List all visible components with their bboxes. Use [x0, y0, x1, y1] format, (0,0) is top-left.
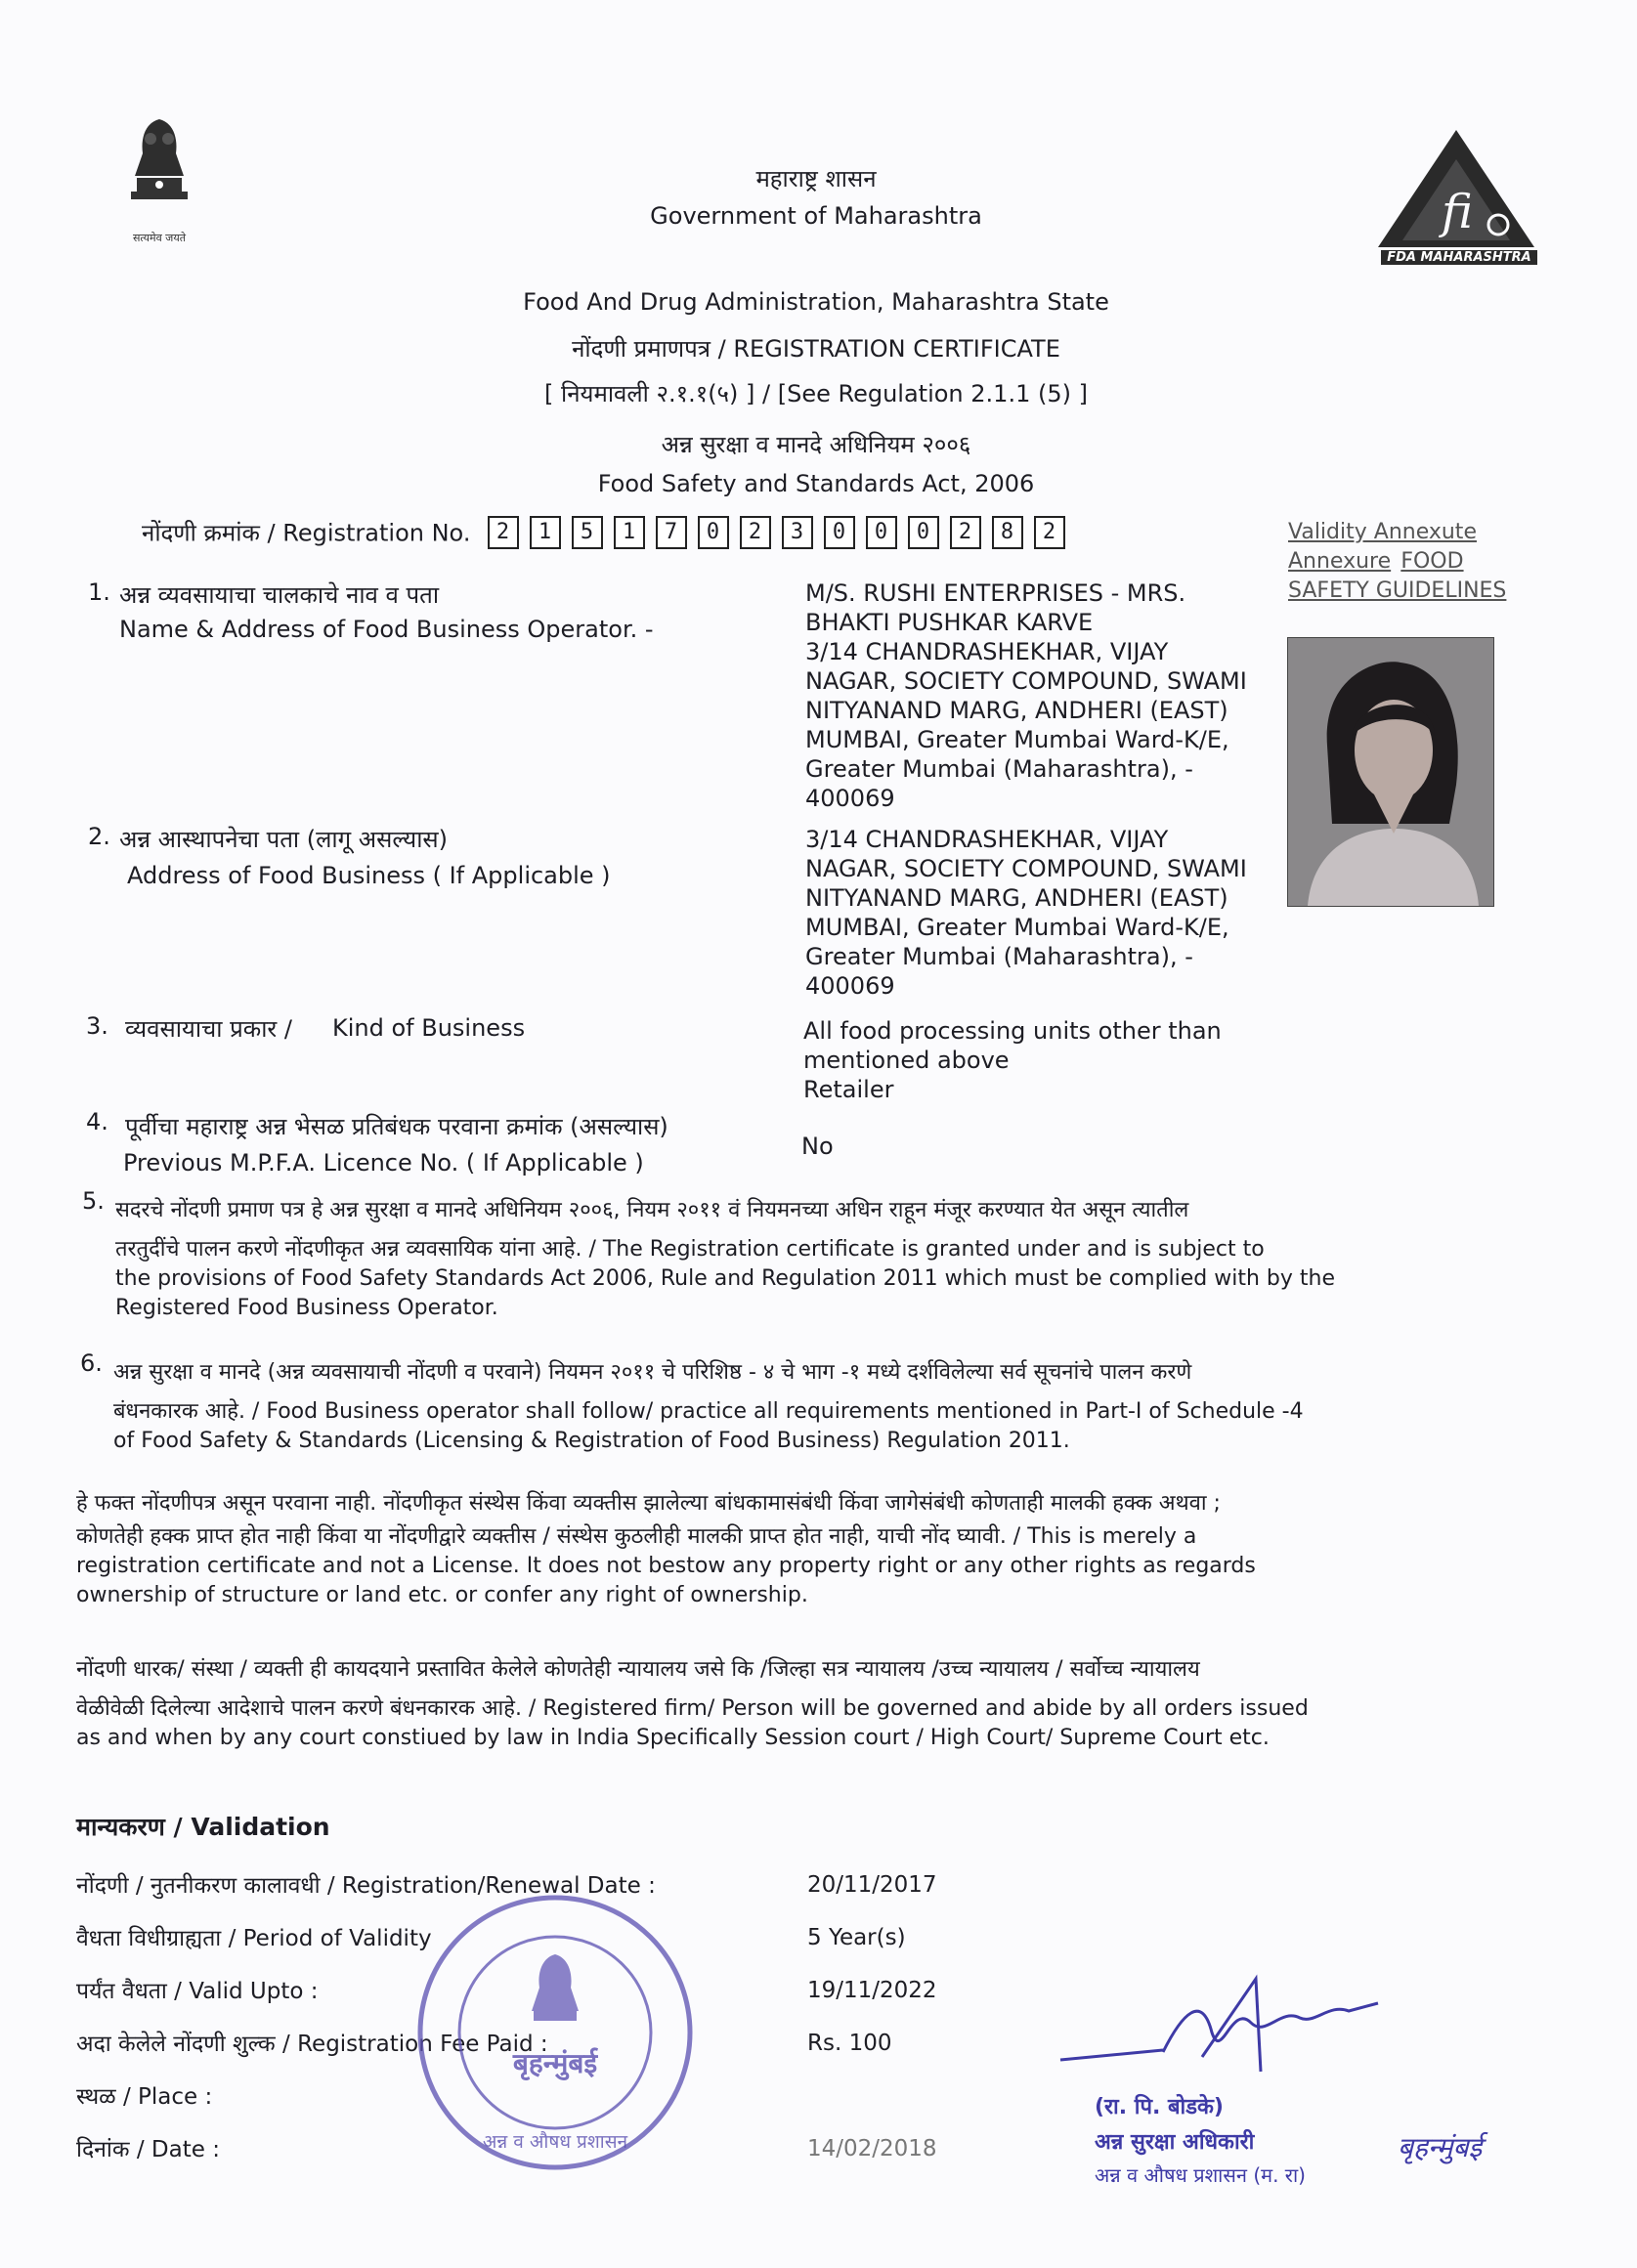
item-4-value: [801, 1132, 1280, 1161]
validation-value: Rs. 100: [807, 2031, 892, 2056]
item-2-number: 2.: [88, 823, 110, 850]
clause-6-number: 6.: [80, 1349, 103, 1377]
disclaimer-line-3: registration certificate and not a License. It does not bestow any property right or any other rights as regards: [76, 1554, 1256, 1578]
validation-value: 5 Year(s): [807, 1925, 906, 1950]
clause-6-line-2: बंधनकारक आहे. / Food Business operator shall follow/ practice all requirements mentioned in Part-I of Schedule -4: [113, 1399, 1304, 1424]
stamp-city: बृहन्मुंबई: [512, 2047, 598, 2079]
court-line-1: नोंदणी धारक/ संस्था / व्यक्ती ही कायदयाने प्रस्तावित केलेले कोणतेही न्यायालय जसे कि /जिल्हा सत्र न्यायालय /उच्च न्यायालय / सर्वोच्च न्यायालय: [76, 1657, 1200, 1682]
regulation-ref: [ नियमावली २.१.१(५) ] / [See Regulation 2.1.1 (5) ]: [544, 380, 1088, 407]
registration-digit: 1: [530, 516, 561, 549]
item-2-value: [805, 825, 1284, 1001]
handwritten-signature-icon: [1055, 1964, 1564, 2081]
gov-marathi: महाराष्ट्र शासन: [755, 165, 877, 193]
fda-triangle-icon: [1373, 125, 1539, 252]
act-english: Food Safety and Standards Act, 2006: [597, 470, 1035, 497]
registration-digit: 8: [992, 516, 1023, 549]
fda-logo-text: FDA MAHARASHTRA: [1381, 250, 1537, 265]
act-marathi: अन्न सुरक्षा व मानदे अधिनियम २००६: [661, 431, 971, 458]
clause-5-line-4: Registered Food Business Operator.: [115, 1296, 498, 1320]
item-2-label-english: Address of Food Business ( If Applicable ): [127, 862, 611, 889]
value-line: No: [801, 1133, 834, 1160]
court-paragraph: [76, 1655, 1542, 1753]
operator-photo: [1287, 637, 1494, 907]
item-1-label-english: Name & Address of Food Business Operator. -: [119, 616, 654, 643]
registration-digits: [488, 516, 1076, 549]
officer-title: अन्न सुरक्षा अधिकारी: [1095, 2130, 1255, 2155]
officer-dept: अन्न व औषध प्रशासन (म. रा): [1095, 2163, 1306, 2187]
annexure-links: [1288, 518, 1542, 606]
registration-digit: 2: [488, 516, 519, 549]
officer-signature: [1055, 1964, 1564, 2238]
emblem-caption: सत्यमेव जयते: [132, 232, 186, 244]
emblem-icon: [115, 109, 203, 227]
value-line: All food processing units other than: [803, 1017, 1222, 1045]
registration-digit: 0: [824, 516, 855, 549]
item-4-number: 4.: [86, 1108, 108, 1135]
item-1-label-marathi: अन्न व्यवसायाचा चालकाचे नाव व पता: [119, 581, 440, 609]
item-3-label-marathi: व्यवसायाचा प्रकार /: [125, 1015, 292, 1043]
court-line-2: वेळीवेळी दिलेल्या आदेशाचे पालन करणे बंधनकारक आहे. / Registered firm/ Person will be governed and abide by all orders issued: [76, 1696, 1309, 1721]
value-line: NAGAR, SOCIETY COMPOUND, SWAMI: [805, 667, 1247, 695]
value-line: MUMBAI, Greater Mumbai Ward-K/E,: [805, 914, 1229, 941]
registration-digit: 2: [1034, 516, 1065, 549]
svg-text:fi: fi: [1442, 185, 1474, 239]
validation-label: नोंदणी / नुतनीकरण कालावधी / Registration/Renewal Date :: [76, 1873, 656, 1899]
value-line: MUMBAI, Greater Mumbai Ward-K/E,: [805, 726, 1229, 753]
validity-annexure-link[interactable]: Validity Annexute: [1288, 520, 1477, 544]
fda-logo: [1373, 125, 1539, 272]
clause-5-line-1: सदरचे नोंदणी प्रमाण पत्र हे अन्न सुरक्षा व मानदे अधिनियम २००६, नियम २०११ वं नियमनच्या अधिन राहून मंजूर करण्यात येत असून त्यातील: [115, 1198, 1189, 1222]
certificate-title: नोंदणी प्रमाणपत्र / REGISTRATION CERTIFICATE: [572, 335, 1060, 363]
value-line: Greater Mumbai (Maharashtra), -: [805, 943, 1193, 970]
clause-6-line-1: अन्न सुरक्षा व मानदे (अन्न व्यवसायाची नोंदणी व परवाने) नियमन २०११ चे परिशिष्ठ - ४ चे भाग -१ मध्ये दर्शविलेल्या सर्व सूचनांचे पालन करणे: [113, 1360, 1192, 1385]
validation-label: दिनांक / Date :: [76, 2137, 220, 2162]
person-photo-icon: [1288, 638, 1493, 906]
validation-label: स्थळ / Place :: [76, 2084, 213, 2110]
value-line: mentioned above: [803, 1047, 1010, 1074]
department-title: Food And Drug Administration, Maharashtra State: [523, 288, 1109, 316]
validation-label: वैधता विधीग्राह्यता / Period of Validity: [76, 1926, 432, 1951]
clause-5-number: 5.: [82, 1187, 105, 1215]
registration-digit: 3: [782, 516, 813, 549]
disclaimer-paragraph: [76, 1489, 1542, 1610]
item-1-number: 1.: [88, 578, 110, 606]
validation-label: अदा केलेले नोंदणी शुल्क / Registration Fee Paid :: [76, 2032, 548, 2057]
value-line: 3/14 CHANDRASHEKHAR, VIJAY: [805, 826, 1169, 853]
officer-name: (रा. पि. बोडके): [1095, 2095, 1224, 2119]
annexure-link[interactable]: Annexure: [1288, 549, 1392, 574]
disclaimer-line-4: ownership of structure or land etc. or confer any right of ownership.: [76, 1583, 808, 1607]
item-4-label-marathi: पूर्वीचा महाराष्ट्र अन्न भेसळ प्रतिबंधक परवाना क्रमांक (असल्यास): [125, 1113, 668, 1140]
item-3-value: [803, 1016, 1282, 1104]
safety-guidelines-link[interactable]: SAFETY GUIDELINES: [1288, 578, 1507, 603]
validation-label: पर्यंत वैधता / Valid Upto :: [76, 1979, 319, 2004]
stamp-ring-text: अन्न व औषध प्रशासन: [482, 2131, 628, 2153]
value-line: M/S. RUSHI ENTERPRISES - MRS.: [805, 579, 1186, 607]
registration-digit: 1: [614, 516, 645, 549]
gov-english: Government of Maharashtra: [650, 202, 982, 230]
officer-city: बृहन्मुंबई: [1398, 2131, 1483, 2163]
clause-5-line-2: तरतुदींचे पालन करणे नोंदणीकृत अन्न व्यवसायिक यांना आहे. / The Registration certificate is granted under and is subject to: [115, 1237, 1265, 1262]
value-line: 400069: [805, 972, 895, 1000]
registration-label: नोंदणी क्रमांक / Registration No.: [142, 519, 471, 547]
value-line: NITYANAND MARG, ANDHERI (EAST): [805, 884, 1228, 912]
disclaimer-line-1: हे फक्त नोंदणीपत्र असून परवाना नाही. नोंदणीकृत संस्थेस किंवा व्यक्तीस झालेल्या बांधकामासंबंधी किंवा जागेसंबंधी कोणताही मालकी हक्क अथवा ;: [76, 1491, 1221, 1516]
item-3-label-english: Kind of Business: [332, 1014, 526, 1042]
validation-value: 14/02/2018: [807, 2136, 937, 2161]
clause-6-line-3: of Food Safety & Standards (Licensing & Registration of Food Business) Regulation 2011.: [113, 1429, 1070, 1453]
clause-5-line-3: the provisions of Food Safety Standards Act 2006, Rule and Regulation 2011 which must be complied with by the: [115, 1266, 1336, 1291]
disclaimer-line-2: कोणतेही हक्क प्राप्त होत नाही किंवा या नोंदणीद्वारे व्यक्तीस / संस्थेस कुठलीही मालकी प्राप्त होत नाही, याची नोंद घ्यावी. / This is merely a: [76, 1524, 1197, 1549]
item-4-label-english: Previous M.P.F.A. Licence No. ( If Applicable ): [123, 1149, 644, 1177]
registration-digit: 5: [572, 516, 603, 549]
registration-digit: 2: [950, 516, 981, 549]
value-line: NITYANAND MARG, ANDHERI (EAST): [805, 697, 1228, 724]
value-line: NAGAR, SOCIETY COMPOUND, SWAMI: [805, 855, 1247, 882]
value-line: 3/14 CHANDRASHEKHAR, VIJAY: [805, 638, 1169, 665]
registration-number-row: [142, 516, 1197, 559]
validation-value: 19/11/2022: [807, 1978, 937, 2003]
national-emblem: [115, 109, 203, 246]
court-line-3: as and when by any court constiued by law in India Specifically Session court / High Court/ Supreme Court etc.: [76, 1726, 1270, 1750]
registration-digit: 2: [740, 516, 771, 549]
value-line: Retailer: [803, 1076, 894, 1103]
validation-heading: मान्यकरण / Validation: [76, 1813, 330, 1841]
registration-digit: 0: [908, 516, 939, 549]
item-3-number: 3.: [86, 1012, 108, 1040]
item-1-value: [805, 578, 1284, 813]
registration-digit: 0: [698, 516, 729, 549]
food-link[interactable]: FOOD: [1400, 549, 1464, 574]
registration-digit: 7: [656, 516, 687, 549]
value-line: BHAKTI PUSHKAR KARVE: [805, 609, 1094, 636]
registration-digit: 0: [866, 516, 897, 549]
clause-6-text: [113, 1358, 1550, 1456]
value-line: 400069: [805, 785, 895, 812]
item-2-label-marathi: अन्न आस्थापनेचा पता (लागू असल्यास): [119, 826, 449, 853]
clause-5-text: [115, 1196, 1542, 1323]
validation-value: 20/11/2017: [807, 1872, 937, 1898]
value-line: Greater Mumbai (Maharashtra), -: [805, 755, 1193, 783]
official-stamp: [409, 1886, 702, 2179]
